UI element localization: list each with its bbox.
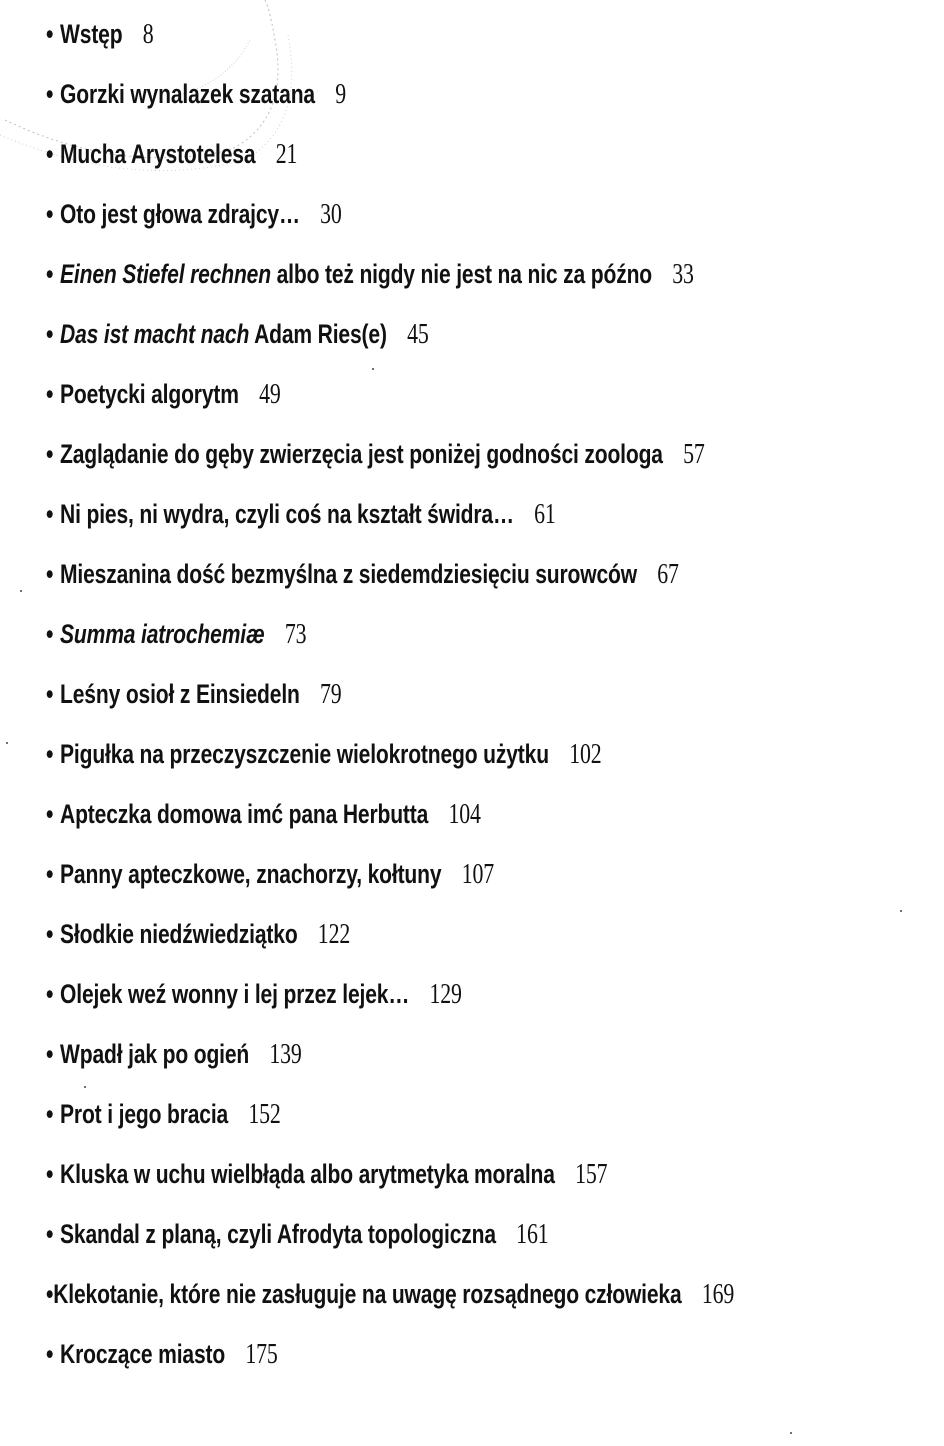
- toc-page-number: 122: [317, 919, 351, 950]
- toc-title-part: Wpadł jak po ogień: [60, 1039, 250, 1069]
- toc-title-part: Poetycki algorytm: [60, 379, 239, 409]
- toc-entry: [46, 1092, 732, 1152]
- toc-entry: [46, 132, 732, 192]
- toc-title-part: Zaglądanie do gęby zwierzęcia jest poniżej godności zoologa: [60, 439, 663, 469]
- toc-entry: [46, 612, 732, 672]
- toc-title-part: Kluska w uchu wielbłąda albo arytmetyka moralna: [60, 1159, 555, 1189]
- bullet-icon: •: [46, 1339, 54, 1369]
- toc-title-italic-part: Das ist macht nach: [60, 319, 250, 349]
- bullet-icon: •: [46, 1099, 54, 1129]
- bullet-icon: •: [46, 19, 54, 49]
- toc-entry-title: [60, 432, 663, 476]
- bullet-icon: •: [46, 199, 54, 229]
- toc-entry: [46, 912, 732, 972]
- toc-page-number: 107: [461, 859, 494, 890]
- scan-speck: [20, 590, 22, 592]
- toc-entry-title: [60, 1212, 496, 1256]
- toc-entry: [46, 1212, 732, 1272]
- toc-page-number: 73: [284, 619, 307, 650]
- toc-entry-title: [60, 552, 637, 596]
- toc-entry: [46, 372, 732, 432]
- bullet-icon: •: [46, 1279, 54, 1309]
- bullet-icon: •: [46, 859, 54, 889]
- toc-title-part: Panny apteczkowe, znachorzy, kołtuny: [60, 859, 442, 889]
- toc-title-italic-part: Summa iatrochemiæ: [60, 619, 265, 649]
- toc-entry-title: [60, 732, 549, 776]
- bullet-icon: •: [46, 739, 54, 769]
- toc-page-number: 61: [534, 499, 556, 530]
- toc-page-number: 152: [248, 1099, 281, 1130]
- toc-entry-title: [60, 1032, 249, 1076]
- toc-title-part: Pigułka na przeczyszczenie wielokrotnego użytku: [60, 739, 549, 769]
- toc-entry-title: [60, 1332, 225, 1376]
- toc-entry: [46, 792, 732, 852]
- toc-entry: [46, 1152, 732, 1212]
- toc-page-number: 33: [672, 259, 694, 290]
- bullet-icon: •: [46, 139, 54, 169]
- toc-page-number: 104: [448, 799, 481, 830]
- toc-entry-title: [60, 672, 300, 716]
- toc-entry-title: [60, 492, 514, 536]
- toc-entry-title: [60, 792, 428, 836]
- toc-title-part: Oto jest głowa zdrajcy…: [60, 199, 300, 229]
- toc-entry: [46, 1272, 735, 1332]
- toc-title-part: Skandal z planą, czyli Afrodyta topologiczna: [60, 1219, 496, 1249]
- toc-title-italic-part: Einen Stiefel rechnen: [60, 259, 271, 289]
- bullet-icon: •: [46, 439, 54, 469]
- toc-title-part: Mucha Arystotelesa: [60, 139, 256, 169]
- toc-title-part: Leśny osioł z Einsiedeln: [60, 679, 300, 709]
- toc-page-number: 8: [142, 19, 154, 50]
- bullet-icon: •: [46, 499, 54, 529]
- toc-page-number: 21: [275, 139, 298, 170]
- toc-entry-title: [60, 252, 652, 296]
- bullet-icon: •: [46, 679, 54, 709]
- toc-title-part: Mieszanina dość bezmyślna z siedemdziesięciu surowców: [60, 559, 637, 589]
- toc-page-number: 30: [320, 199, 342, 230]
- scan-speck: [84, 1086, 86, 1088]
- toc-title-part: Apteczka domowa imć pana Herbutta: [60, 799, 429, 829]
- toc-entry-title: [60, 192, 300, 236]
- bullet-icon: •: [46, 619, 54, 649]
- toc-page-number: 161: [516, 1219, 549, 1250]
- toc-page-number: 169: [701, 1279, 735, 1310]
- toc-entry: [46, 192, 732, 252]
- table-of-contents: [46, 12, 926, 1392]
- toc-entry-title: [60, 912, 297, 956]
- toc-entry-title: [60, 1092, 228, 1136]
- toc-entry: [46, 252, 732, 312]
- toc-entry: [46, 12, 732, 72]
- bullet-icon: •: [46, 379, 54, 409]
- toc-entry: [46, 492, 732, 552]
- toc-title-part: Gorzki wynalazek szatana: [60, 79, 315, 109]
- toc-page-number: 9: [335, 79, 347, 110]
- toc-entry-title: [53, 1272, 681, 1316]
- bullet-icon: •: [46, 919, 54, 949]
- bullet-icon: •: [46, 1039, 54, 1069]
- bullet-icon: •: [46, 259, 54, 289]
- bullet-icon: •: [46, 319, 54, 349]
- toc-title-part: Adam Ries(e): [249, 319, 387, 349]
- toc-page-number: 139: [269, 1039, 302, 1070]
- scan-speck: [6, 742, 8, 744]
- scan-speck: [790, 1432, 792, 1434]
- toc-title-part: Olejek weź wonny i lej przez lejek…: [60, 979, 410, 1009]
- toc-title-part: Wstęp: [60, 19, 123, 49]
- toc-entry-title: [60, 612, 265, 656]
- toc-entry-title: [60, 372, 239, 416]
- bullet-icon: •: [46, 799, 54, 829]
- bullet-icon: •: [46, 1159, 54, 1189]
- toc-title-part: Prot i jego bracia: [60, 1099, 229, 1129]
- toc-entry: [46, 552, 732, 612]
- toc-page-number: 129: [429, 979, 462, 1010]
- toc-title-part: albo też nigdy nie jest na nic za późno: [270, 259, 653, 289]
- toc-entry: [46, 852, 732, 912]
- toc-title-part: Słodkie niedźwiedziątko: [60, 919, 298, 949]
- bullet-icon: •: [46, 559, 54, 589]
- toc-entry: [46, 732, 732, 792]
- toc-title-part: Klekotanie, które nie zasługuje na uwagę rozsądnego człowieka: [53, 1279, 682, 1309]
- toc-page-number: 102: [569, 739, 602, 770]
- toc-entry: [46, 72, 732, 132]
- scan-speck: [900, 910, 902, 912]
- toc-page-number: 157: [575, 1159, 608, 1190]
- toc-entry: [46, 1032, 732, 1092]
- toc-entry-title: [60, 72, 315, 116]
- toc-entry-title: [60, 852, 441, 896]
- toc-page-number: 49: [259, 379, 281, 410]
- toc-entry: [46, 432, 732, 492]
- toc-entry: [46, 672, 732, 732]
- toc-entry-title: [60, 12, 122, 56]
- bullet-icon: •: [46, 1219, 54, 1249]
- toc-entry: [46, 972, 732, 1032]
- toc-entry: [46, 312, 732, 372]
- toc-page-number: 67: [657, 559, 679, 590]
- toc-entry-title: [60, 1152, 555, 1196]
- toc-page-number: 45: [407, 319, 429, 350]
- toc-page-number: 57: [683, 439, 705, 470]
- toc-entry: [46, 1332, 732, 1392]
- toc-page-number: 79: [320, 679, 342, 710]
- scan-speck: [372, 368, 374, 370]
- bullet-icon: •: [46, 979, 54, 1009]
- bullet-icon: •: [46, 79, 54, 109]
- toc-page-number: 175: [245, 1339, 278, 1370]
- toc-title-part: Ni pies, ni wydra, czyli coś na kształt świdra…: [60, 499, 514, 529]
- toc-entry-title: [60, 972, 409, 1016]
- toc-entry-title: [60, 312, 387, 356]
- toc-title-part: Kroczące miasto: [60, 1339, 226, 1369]
- toc-entry-title: [60, 132, 255, 176]
